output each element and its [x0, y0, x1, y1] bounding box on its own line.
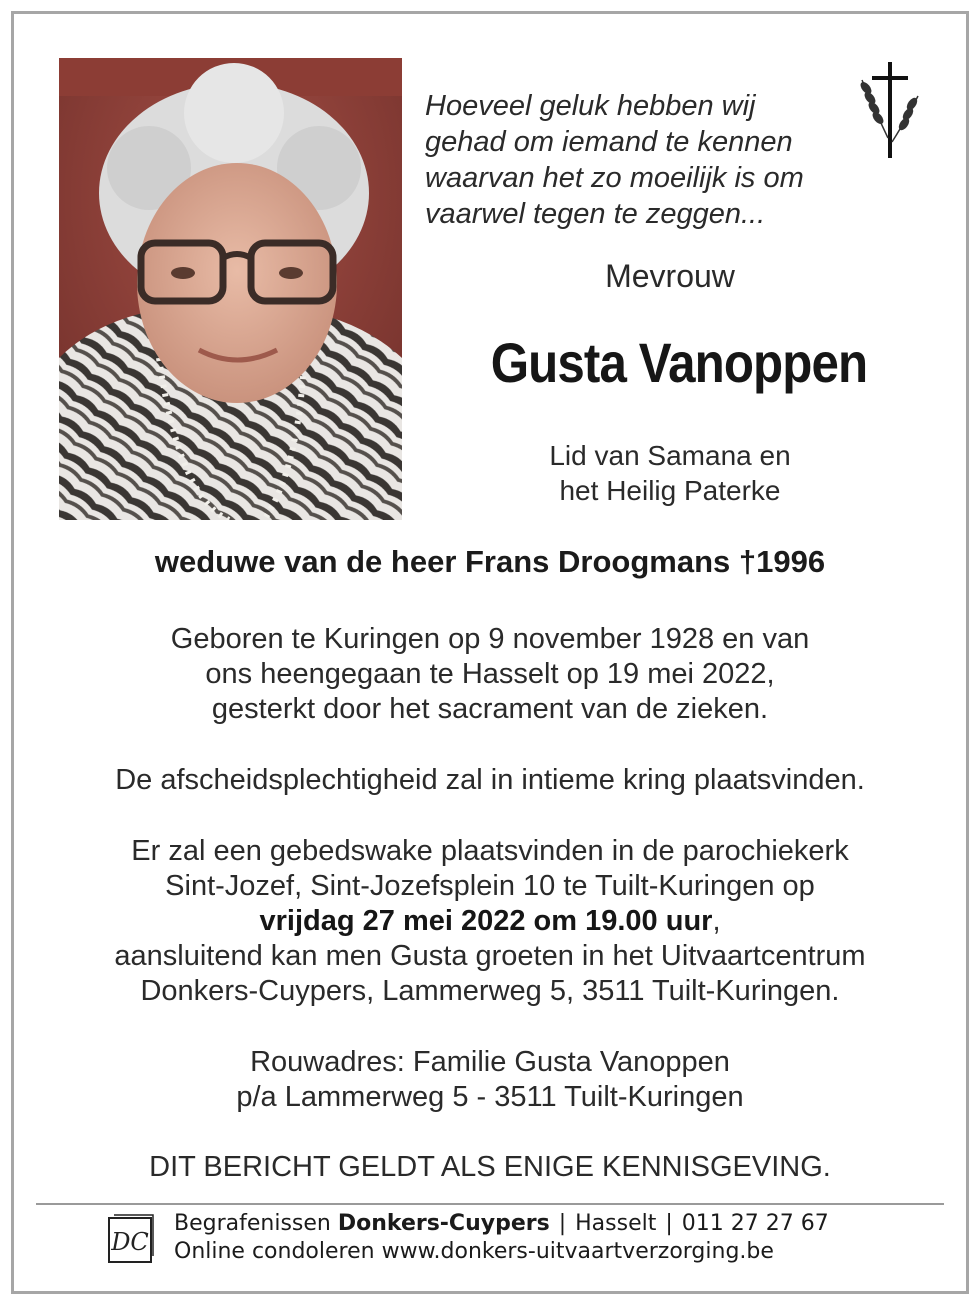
farewell-line: De afscheidsplechtigheid zal in intieme kring plaatsvinden.: [115, 764, 865, 796]
verse-line: waarvan het zo moeilijk is om: [425, 162, 804, 194]
notice-statement: [0, 1150, 980, 1185]
membership-line: Lid van Samana en: [549, 440, 791, 471]
birth-death-line: Geboren te Kuringen op 9 november 1928 en van: [170, 623, 810, 655]
verse-line: Hoeveel geluk hebben wij: [425, 90, 756, 122]
deceased-name: Gusta Vanoppen: [490, 331, 868, 394]
footer-phone[interactable]: 011 27 27 67: [681, 1211, 829, 1236]
footer-company: Donkers-Cuypers: [337, 1211, 550, 1236]
wake-line: Donkers-Cuypers, Lammerweg 5, 3511 Tuilt-Kuringen.: [140, 975, 840, 1007]
wake-date: vrijdag 27 mei 2022 om 19.00 uur: [259, 905, 713, 937]
footer-prefix: Begrafenissen: [174, 1211, 331, 1236]
wake-line: Sint-Jozef, Sint-Jozefsplein 10 te Tuilt-Kuringen op: [165, 870, 815, 902]
farewell-info: [0, 763, 980, 798]
footer-info: [174, 1210, 829, 1266]
mourning-address: [0, 1045, 980, 1115]
logo-letters: DC: [111, 1228, 149, 1256]
birth-death-line: ons heengegaan te Hasselt op 19 mei 2022,: [205, 658, 775, 690]
footer-separator: |: [558, 1211, 567, 1236]
footer-line-company: [174, 1210, 829, 1238]
funeral-home-logo-icon: [106, 1212, 156, 1264]
footer-condolence-label: Online condoleren: [174, 1239, 375, 1264]
footer-divider: [36, 1203, 944, 1205]
address-line: Rouwadres: Familie Gusta Vanoppen: [250, 1046, 730, 1078]
address-line: p/a Lammerweg 5 - 3511 Tuilt-Kuringen: [236, 1081, 744, 1113]
membership-line: het Heilig Paterke: [559, 475, 781, 506]
footer-separator: |: [665, 1211, 673, 1236]
footer-website-link[interactable]: www.donkers-uitvaartverzorging.be: [381, 1239, 774, 1264]
memorial-verse: [425, 88, 845, 232]
wake-date-suffix: ,: [712, 905, 721, 937]
footer-city: Hasselt: [575, 1211, 657, 1236]
footer-line-website: [174, 1238, 829, 1266]
honorific: Mevrouw: [605, 258, 735, 294]
cross-with-wheat-icon: [854, 58, 930, 160]
wake-date-line: [0, 904, 980, 939]
wake-line: Er zal een gebedswake plaatsvinden in de parochiekerk: [131, 835, 849, 867]
wake-info: [0, 834, 980, 1009]
birth-death-line: gesterkt door het sacrament van de zieken.: [211, 693, 769, 725]
wake-line: aansluitend kan men Gusta groeten in het Uitvaartcentrum: [114, 940, 866, 972]
notice-line: DIT BERICHT GELDT ALS ENIGE KENNISGEVING.: [149, 1151, 831, 1183]
verse-line: gehad om iemand te kennen: [425, 126, 793, 158]
portrait-photo: [59, 58, 402, 520]
membership: [470, 438, 870, 508]
verse-line: vaarwel tegen te zeggen...: [425, 198, 766, 230]
birth-death-info: [0, 622, 980, 727]
widow-of: weduwe van de heer Frans Droogmans †1996: [154, 544, 826, 579]
